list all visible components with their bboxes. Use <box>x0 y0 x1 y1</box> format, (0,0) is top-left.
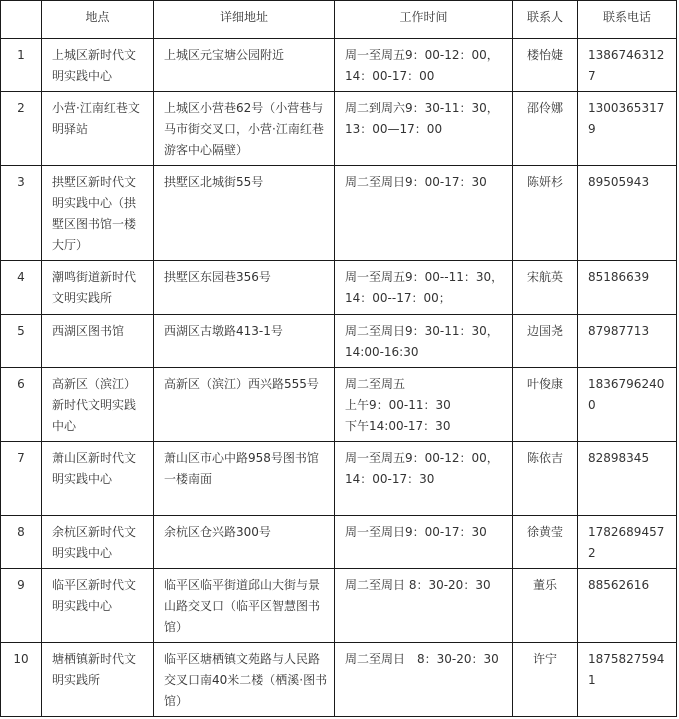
table-row <box>1 315 677 368</box>
row-index: 2 <box>1 92 42 166</box>
row-index: 1 <box>1 39 42 92</box>
contact-cell: 许宁 <box>513 643 578 717</box>
hours-cell <box>335 261 513 315</box>
hours-cell <box>335 315 513 368</box>
header-place: 地点 <box>42 1 154 39</box>
phone-cell: 13867463127 <box>578 39 677 92</box>
table-row <box>1 166 677 261</box>
phone-cell: 82898345 <box>578 442 677 516</box>
header-row <box>1 1 677 39</box>
table-body <box>1 39 677 717</box>
phone-cell: 85186639 <box>578 261 677 315</box>
header-contact: 联系人 <box>513 1 578 39</box>
hours-line: 周一至周五9：00-12：00，14：00-17：30 <box>345 451 499 486</box>
hours-line: 周一至周五9：00-12：00，14：00-17：00 <box>345 48 499 83</box>
hours-cell <box>335 569 513 643</box>
table-row <box>1 368 677 442</box>
table-row <box>1 261 677 315</box>
address-cell: 上城区元宝塘公园附近 <box>154 39 335 92</box>
contact-cell: 邵伶娜 <box>513 92 578 166</box>
table-row <box>1 92 677 166</box>
contact-cell: 叶俊康 <box>513 368 578 442</box>
contact-cell: 楼怡婕 <box>513 39 578 92</box>
row-index: 3 <box>1 166 42 261</box>
hours-line: 周二至周五 <box>345 377 406 391</box>
place-cell: 高新区（滨江）新时代文明实践中心 <box>42 368 154 442</box>
hours-line: 周一至周日9：00-17：30 <box>345 525 487 539</box>
place-cell: 余杭区新时代文明实践中心 <box>42 516 154 569</box>
hours-cell <box>335 442 513 516</box>
row-index: 7 <box>1 442 42 516</box>
row-index: 6 <box>1 368 42 442</box>
hours-cell <box>335 643 513 717</box>
hours-line: 周二至周日9：30-11：30，14:00-16:30 <box>345 324 499 359</box>
hours-line: 下午14:00-17：30 <box>345 419 451 433</box>
header-index <box>1 1 42 39</box>
hours-cell <box>335 516 513 569</box>
address-cell: 临平区塘栖镇文苑路与人民路交叉口南40米二楼（栖溪·图书馆） <box>154 643 335 717</box>
contact-cell: 宋航英 <box>513 261 578 315</box>
address-cell: 余杭区仓兴路300号 <box>154 516 335 569</box>
hours-cell <box>335 92 513 166</box>
place-cell: 萧山区新时代文明实践中心 <box>42 442 154 516</box>
table-row <box>1 442 677 516</box>
place-cell: 小营·江南红巷文明驿站 <box>42 92 154 166</box>
place-cell: 临平区新时代文明实践中心 <box>42 569 154 643</box>
phone-cell: 89505943 <box>578 166 677 261</box>
row-index: 9 <box>1 569 42 643</box>
phone-cell: 13003653179 <box>578 92 677 166</box>
hours-line: 周一至周五9：00--11：30，14：00--17：00； <box>345 270 504 305</box>
hours-line: 周二至周日 8：30-20：30 <box>345 652 499 666</box>
hours-cell <box>335 39 513 92</box>
place-cell: 塘栖镇新时代文明实践所 <box>42 643 154 717</box>
table-row <box>1 569 677 643</box>
header-phone: 联系电话 <box>578 1 677 39</box>
row-index: 10 <box>1 643 42 717</box>
place-cell: 西湖区图书馆 <box>42 315 154 368</box>
row-index: 8 <box>1 516 42 569</box>
contact-cell: 陈依吉 <box>513 442 578 516</box>
address-cell: 西湖区古墩路413-1号 <box>154 315 335 368</box>
table-row <box>1 516 677 569</box>
phone-cell: 18758275941 <box>578 643 677 717</box>
address-cell: 拱墅区北城街55号 <box>154 166 335 261</box>
phone-cell: 88562616 <box>578 569 677 643</box>
address-cell: 拱墅区东园巷356号 <box>154 261 335 315</box>
place-cell: 拱墅区新时代文明实践中心（拱墅区图书馆一楼大厅） <box>42 166 154 261</box>
hours-line: 上午9：00-11：30 <box>345 398 451 412</box>
phone-cell: 87987713 <box>578 315 677 368</box>
contact-cell: 董乐 <box>513 569 578 643</box>
address-cell: 临平区临平街道邱山大街与景山路交叉口（临平区智慧图书馆） <box>154 569 335 643</box>
table-row <box>1 643 677 717</box>
address-cell: 萧山区市心中路958号图书馆一楼南面 <box>154 442 335 516</box>
hours-line: 周二到周六9：30-11：30，13：00—17：00 <box>345 101 499 136</box>
contact-cell: 陈妍杉 <box>513 166 578 261</box>
address-cell: 上城区小营巷62号（小营巷与马市街交叉口，小营·江南红巷游客中心隔壁） <box>154 92 335 166</box>
header-address: 详细地址 <box>154 1 335 39</box>
hours-cell <box>335 368 513 442</box>
phone-cell: 18367962400 <box>578 368 677 442</box>
hours-cell <box>335 166 513 261</box>
place-cell: 潮鸣街道新时代文明实践所 <box>42 261 154 315</box>
place-cell: 上城区新时代文明实践中心 <box>42 39 154 92</box>
contact-cell: 边国尧 <box>513 315 578 368</box>
phone-cell: 17826894572 <box>578 516 677 569</box>
hours-line: 周二至周日9：00-17：30 <box>345 175 487 189</box>
contact-cell: 徐黄莹 <box>513 516 578 569</box>
row-index: 5 <box>1 315 42 368</box>
header-hours: 工作时间 <box>335 1 513 39</box>
row-index: 4 <box>1 261 42 315</box>
table-row <box>1 39 677 92</box>
address-cell: 高新区（滨江）西兴路555号 <box>154 368 335 442</box>
hours-line: 周二至周日 8：30-20：30 <box>345 578 491 592</box>
